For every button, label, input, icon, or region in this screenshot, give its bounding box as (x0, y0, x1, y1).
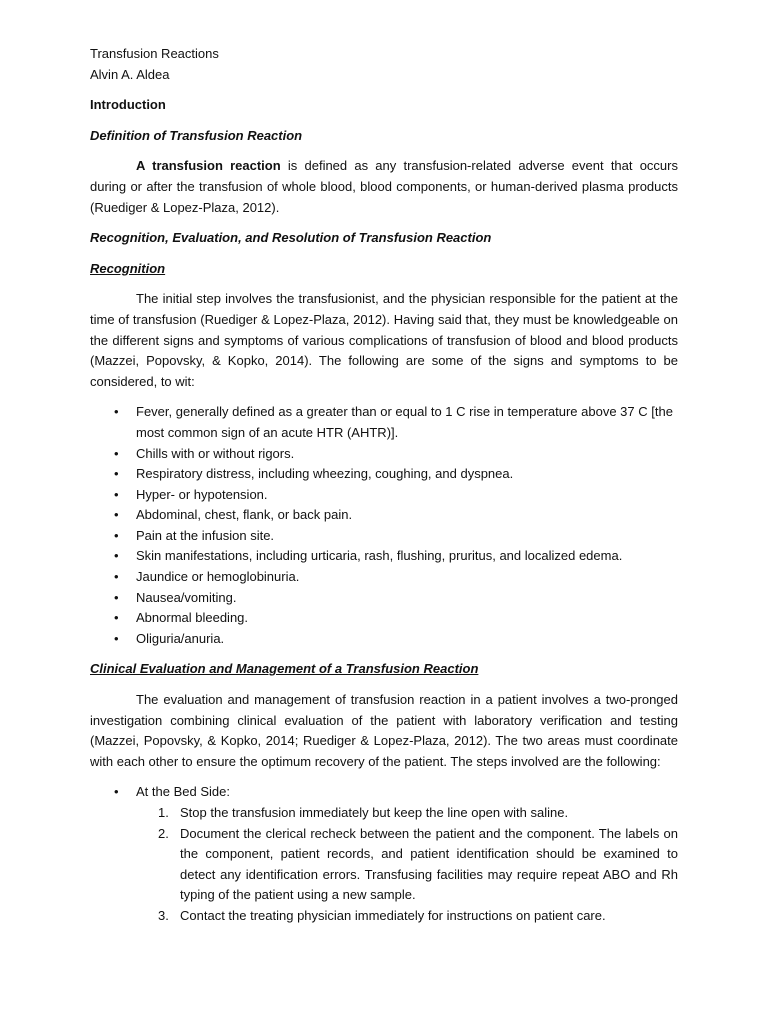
bedside-list (90, 782, 678, 803)
list-item (90, 567, 678, 588)
bedside-steps-list (90, 803, 678, 927)
document-body (90, 44, 678, 927)
bullet-icon: • (114, 784, 119, 800)
clinical-evaluation-paragraph: The evaluation and management of transfusion reaction in a patient involves a two-pronged investigation combining clinical evaluation of the patient with laboratory verification and testing (Mazzei, Popovsky, & Kopko, 2014; Ruediger & Lopez-Plaza, 2012). The two areas must coordinate with each other to ensure the optimum recovery of the patient. The steps involved are the following: (90, 692, 678, 769)
bullet-icon: • (114, 527, 119, 543)
bedside-label: At the Bed Side: (136, 784, 230, 800)
list-item (90, 588, 678, 609)
list-item-text: Hyper- or hypotension. (136, 486, 268, 502)
definition-heading: Definition of Transfusion Reaction (90, 127, 303, 143)
step-text: Contact the treating physician immediately for instructions on patient care. (180, 907, 606, 923)
introduction-heading: Introduction (90, 97, 166, 113)
clinical-evaluation-heading: Clinical Evaluation and Management of a Transfusion Reaction (90, 661, 479, 677)
list-item (90, 608, 678, 629)
list-item-text: Nausea/vomiting. (136, 589, 237, 605)
list-item (90, 505, 678, 526)
bullet-icon: • (114, 507, 119, 523)
step-text: Stop the transfusion immediately but keep the line open with saline. (180, 805, 569, 820)
list-item-text: Chills with or without rigors. (136, 445, 295, 461)
definition-text: is defined as any transfusion-related adverse event that occurs during or after the transfusion of whole blood, blood components, or human-derived plasma products (Ruediger & Lopez-Plaza, 2012). (90, 158, 678, 215)
list-item-text: Abdominal, chest, flank, or back pain. (136, 507, 353, 523)
list-item-text: Respiratory distress, including wheezing, coughing, and dyspnea. (136, 466, 514, 482)
bullet-icon: • (114, 630, 119, 646)
list-item (90, 444, 678, 465)
step-item (158, 906, 678, 927)
bullet-icon: • (114, 610, 119, 626)
definition-paragraph (90, 156, 678, 218)
step-text: Document the clerical recheck between the patient and the component. The labels on the component, patient records, and patient identification should be examined to detect any identification errors. Transfusing facilities may require repeat ABO and Rh typing of the patient using a new sample. (180, 825, 678, 903)
list-item (90, 629, 678, 650)
bullet-icon: • (114, 466, 119, 482)
list-item (90, 402, 678, 443)
document-title: Transfusion Reactions (90, 46, 219, 61)
symptoms-list (90, 402, 678, 649)
list-item (90, 546, 678, 567)
step-number: 2. (158, 825, 169, 841)
list-item-text: Jaundice or hemoglobinuria. (136, 569, 300, 585)
step-item (158, 824, 678, 906)
step-item (158, 803, 678, 824)
bullet-icon: • (114, 589, 119, 605)
list-item-text: Abnormal bleeding. (136, 610, 249, 626)
list-item (90, 464, 678, 485)
bullet-icon: • (114, 548, 119, 564)
bullet-icon: • (114, 445, 119, 461)
definition-term: A transfusion reaction (136, 158, 281, 174)
document-author: Alvin A. Aldea (90, 66, 170, 82)
list-item-bedside (90, 782, 678, 803)
list-item-text: Fever, generally defined as a greater than or equal to 1 C rise in temperature above 37 C [the most common sign of an acute HTR (AHTR)]. (136, 404, 673, 440)
list-item (90, 485, 678, 506)
recognition-section-heading: Recognition, Evaluation, and Resolution of Transfusion Reaction (90, 230, 492, 246)
recognition-paragraph: The initial step involves the transfusionist, and the physician responsible for the patient at the time of transfusion (Ruediger & Lopez-Plaza, 2012). Having said that, they must be knowledgeable on the different signs and symptoms of various complications of transfusion of blood and blood products (Mazzei, Popovsky, & Kopko, 2014). The following are some of the signs and symptoms to be considered, to wit: (90, 291, 678, 389)
bullet-icon: • (114, 569, 119, 585)
step-number: 1. (158, 805, 169, 820)
bullet-icon: • (114, 404, 119, 420)
list-item-text: Oliguria/anuria. (136, 630, 225, 646)
step-number: 3. (158, 907, 169, 923)
list-item-text: Skin manifestations, including urticaria, rash, flushing, pruritus, and localized edema. (136, 548, 623, 564)
list-item-text: Pain at the infusion site. (136, 527, 275, 543)
list-item (90, 526, 678, 547)
bullet-icon: • (114, 486, 119, 502)
recognition-subheading: Recognition (90, 260, 166, 276)
